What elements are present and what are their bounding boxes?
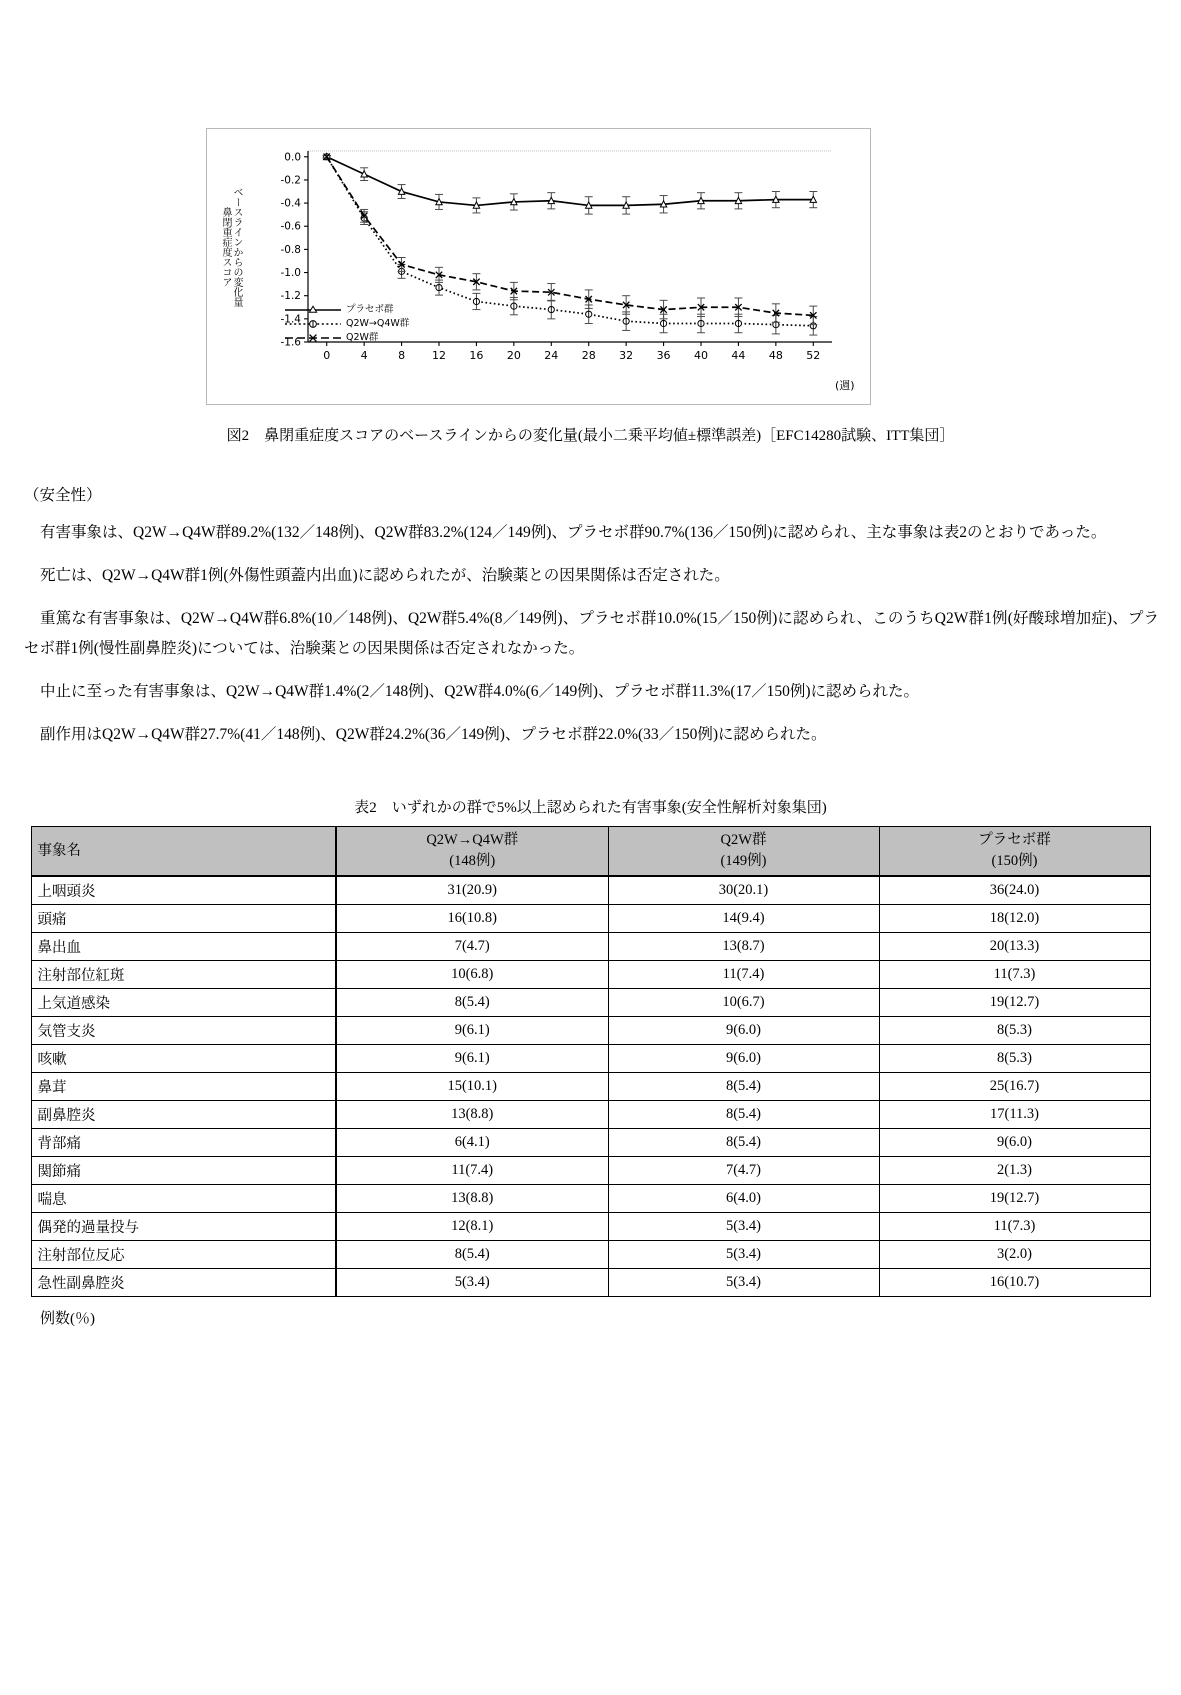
- legend-key-q2w-q4w: [285, 318, 341, 330]
- legend-label-placebo: プラセボ群: [346, 304, 394, 315]
- cell-event-name: 喘息: [31, 1185, 336, 1213]
- column-header-q2w-title: Q2W群: [720, 832, 767, 848]
- legend-item-q2w: [285, 331, 409, 345]
- cell-placebo: 36(24.0): [879, 876, 1150, 905]
- y-axis-title-line2: ベースラインからの変化量: [231, 187, 242, 307]
- cell-event-name: 関節痛: [31, 1157, 336, 1185]
- cell-q2w: 11(7.4): [608, 961, 879, 989]
- cell-placebo: 11(7.3): [879, 961, 1150, 989]
- legend-key-placebo: [285, 304, 341, 316]
- table-footnote: 例数(％): [40, 1311, 95, 1327]
- cell-q2w-q4w: 8(5.4): [336, 1241, 608, 1269]
- table-row: [31, 989, 1150, 1017]
- cell-q2w: 14(9.4): [608, 905, 879, 933]
- svg-text:52: 52: [806, 349, 821, 362]
- cell-q2w: 8(5.4): [608, 1129, 879, 1157]
- column-header-q2w-q4w-count: (148例): [449, 853, 496, 869]
- table-row: [31, 1017, 1150, 1045]
- cell-q2w-q4w: 9(6.1): [336, 1045, 608, 1073]
- column-header-event-name-text: 事象名: [37, 842, 81, 859]
- cell-event-name: 鼻茸: [31, 1073, 336, 1101]
- cell-event-name: 注射部位反応: [31, 1241, 336, 1269]
- cell-placebo: 18(12.0): [879, 905, 1150, 933]
- cell-placebo: 2(1.3): [879, 1157, 1150, 1185]
- cell-q2w: 5(3.4): [608, 1213, 879, 1241]
- cell-event-name: 気管支炎: [31, 1017, 336, 1045]
- cell-q2w-q4w: 6(4.1): [336, 1129, 608, 1157]
- cell-q2w: 9(6.0): [608, 1017, 879, 1045]
- svg-text:44: 44: [731, 349, 746, 362]
- safety-paragraph-4: 中止に至った有害事象は、Q2W→Q4W群1.4%(2／148例)、Q2W群4.0%(6／149例)、プラセボ群11.3%(17／150例)に認められた。: [40, 683, 919, 700]
- table-row: [31, 1129, 1150, 1157]
- figure-block: [0, 0, 1181, 445]
- cell-q2w-q4w: 7(4.7): [336, 933, 608, 961]
- svg-text:-1.0: -1.0: [280, 267, 301, 280]
- cell-q2w: 10(6.7): [608, 989, 879, 1017]
- cell-q2w-q4w: 11(7.4): [336, 1157, 608, 1185]
- table-row: [31, 1101, 1150, 1129]
- cell-q2w-q4w: 12(8.1): [336, 1213, 608, 1241]
- svg-text:0.0: 0.0: [284, 151, 301, 164]
- svg-text:12: 12: [432, 349, 446, 362]
- safety-paragraph-5: 副作用はQ2W→Q4W群27.7%(41／148例)、Q2W群24.2%(36／149例)、プラセボ群22.0%(33／150例)に認められた。: [40, 726, 827, 743]
- cell-placebo: 16(10.7): [879, 1269, 1150, 1297]
- svg-text:40: 40: [694, 349, 708, 362]
- cell-event-name: 上咽頭炎: [31, 876, 336, 905]
- legend-item-q2w-q4w: [285, 317, 409, 331]
- svg-text:-1.2: -1.2: [280, 290, 301, 303]
- legend-item-placebo: [285, 303, 409, 317]
- cell-q2w: 8(5.4): [608, 1073, 879, 1101]
- cell-q2w-q4w: 8(5.4): [336, 989, 608, 1017]
- cell-q2w-q4w: 13(8.8): [336, 1185, 608, 1213]
- table-header-row: [31, 827, 1150, 877]
- table-caption: 表2 いずれかの群で5%以上認められた有害事象(安全性解析対象集団): [354, 800, 827, 816]
- cell-placebo: 3(2.0): [879, 1241, 1150, 1269]
- table-row: [31, 876, 1150, 905]
- cell-placebo: 20(13.3): [879, 933, 1150, 961]
- column-header-placebo-count: (150例): [991, 853, 1038, 869]
- cell-placebo: 9(6.0): [879, 1129, 1150, 1157]
- table-row: [31, 1213, 1150, 1241]
- cell-q2w: 6(4.0): [608, 1185, 879, 1213]
- cell-q2w: 7(4.7): [608, 1157, 879, 1185]
- cell-event-name: 副鼻腔炎: [31, 1101, 336, 1129]
- cell-q2w: 8(5.4): [608, 1101, 879, 1129]
- adverse-events-table: [31, 826, 1151, 1297]
- svg-text:-0.6: -0.6: [280, 220, 301, 233]
- svg-text:4: 4: [360, 349, 368, 362]
- column-header-event-name: [31, 827, 336, 877]
- svg-text:-1.6: -1.6: [280, 336, 301, 349]
- table-header: [31, 827, 1150, 877]
- safety-paragraph-2: 死亡は、Q2W→Q4W群1例(外傷性頭蓋内出血)に認められたが、治験薬との因果関係は否定された。: [40, 567, 730, 584]
- safety-paragraph-3: 重篤な有害事象は、Q2W→Q4W群6.8%(10／148例)、Q2W群5.4%(8／149例)、プラセボ群10.0%(15／150例)に認められ、このうちQ2W群1例(好酸球増加症)、プラセボ群1例(慢性副鼻腔炎)については、治験薬との因果関係は否定されなかった。: [24, 610, 1159, 657]
- cell-event-name: 頭痛: [31, 905, 336, 933]
- legend-label-q2w-q4w: Q2W→Q4W群: [346, 318, 410, 329]
- svg-text:36: 36: [656, 349, 671, 362]
- chart-figure: [206, 128, 871, 405]
- svg-text:-0.2: -0.2: [280, 174, 301, 187]
- column-header-q2w-q4w-title: Q2W→Q4W群: [426, 832, 519, 848]
- figure-caption: 図2 鼻閉重症度スコアのベースラインからの変化量(最小二乗平均値±標準誤差)［EFC14280試験、ITT集団］: [226, 428, 955, 444]
- svg-text:20: 20: [506, 349, 521, 362]
- svg-text:16: 16: [469, 349, 484, 362]
- cell-placebo: 19(12.7): [879, 989, 1150, 1017]
- svg-text:24: 24: [544, 349, 559, 362]
- cell-q2w-q4w: 5(3.4): [336, 1269, 608, 1297]
- table-row: [31, 1185, 1150, 1213]
- table-row: [31, 961, 1150, 989]
- cell-q2w-q4w: 31(20.9): [336, 876, 608, 905]
- safety-section-heading: （安全性）: [24, 487, 102, 504]
- cell-q2w-q4w: 15(10.1): [336, 1073, 608, 1101]
- safety-paragraph-1: 有害事象は、Q2W→Q4W群89.2%(132／148例)、Q2W群83.2%(124／149例)、プラセボ群90.7%(136／150例)に認められ、主な事象は表2のとおりであった。: [40, 524, 1107, 541]
- svg-text:28: 28: [581, 349, 596, 362]
- table-row: [31, 1269, 1150, 1297]
- y-axis-title: [213, 147, 249, 347]
- table-body: [31, 876, 1150, 1297]
- column-header-q2w-q4w: [336, 827, 608, 877]
- cell-event-name: 上気道感染: [31, 989, 336, 1017]
- cell-placebo: 19(12.7): [879, 1185, 1150, 1213]
- table-row: [31, 1157, 1150, 1185]
- legend-key-q2w: [285, 332, 341, 344]
- svg-text:0: 0: [323, 349, 331, 362]
- cell-q2w-q4w: 10(6.8): [336, 961, 608, 989]
- legend-label-q2w: Q2W群: [346, 332, 379, 343]
- cell-event-name: 注射部位紅斑: [31, 961, 336, 989]
- cell-event-name: 背部痛: [31, 1129, 336, 1157]
- cell-q2w: 30(20.1): [608, 876, 879, 905]
- cell-q2w: 5(3.4): [608, 1241, 879, 1269]
- chart-legend: [285, 303, 409, 345]
- cell-placebo: 11(7.3): [879, 1213, 1150, 1241]
- cell-placebo: 8(5.3): [879, 1045, 1150, 1073]
- column-header-placebo-title: プラセボ群: [978, 832, 1051, 848]
- column-header-q2w: [608, 827, 879, 877]
- svg-text:48: 48: [768, 349, 783, 362]
- cell-event-name: 鼻出血: [31, 933, 336, 961]
- cell-q2w-q4w: 13(8.8): [336, 1101, 608, 1129]
- svg-text:32: 32: [619, 349, 634, 362]
- svg-text:-1.4: -1.4: [280, 313, 301, 326]
- table-row: [31, 1241, 1150, 1269]
- cell-q2w: 9(6.0): [608, 1045, 879, 1073]
- cell-event-name: 偶発的過量投与: [31, 1213, 336, 1241]
- cell-event-name: 咳嗽: [31, 1045, 336, 1073]
- table-row: [31, 1045, 1150, 1073]
- column-header-q2w-count: (149例): [720, 853, 767, 869]
- table-row: [31, 933, 1150, 961]
- cell-q2w-q4w: 9(6.1): [336, 1017, 608, 1045]
- cell-q2w: 13(8.7): [608, 933, 879, 961]
- x-axis-unit-label: (週): [835, 379, 855, 392]
- svg-text:8: 8: [398, 349, 406, 362]
- cell-q2w: 5(3.4): [608, 1269, 879, 1297]
- column-header-placebo: [879, 827, 1150, 877]
- cell-event-name: 急性副鼻腔炎: [31, 1269, 336, 1297]
- y-axis-title-line1: 鼻閉重症度スコア: [220, 207, 231, 287]
- table-row: [31, 1073, 1150, 1101]
- table-row: [31, 905, 1150, 933]
- cell-placebo: 17(11.3): [879, 1101, 1150, 1129]
- cell-placebo: 25(16.7): [879, 1073, 1150, 1101]
- svg-text:-0.4: -0.4: [280, 197, 301, 210]
- cell-q2w-q4w: 16(10.8): [336, 905, 608, 933]
- svg-text:-0.8: -0.8: [280, 243, 301, 256]
- cell-placebo: 8(5.3): [879, 1017, 1150, 1045]
